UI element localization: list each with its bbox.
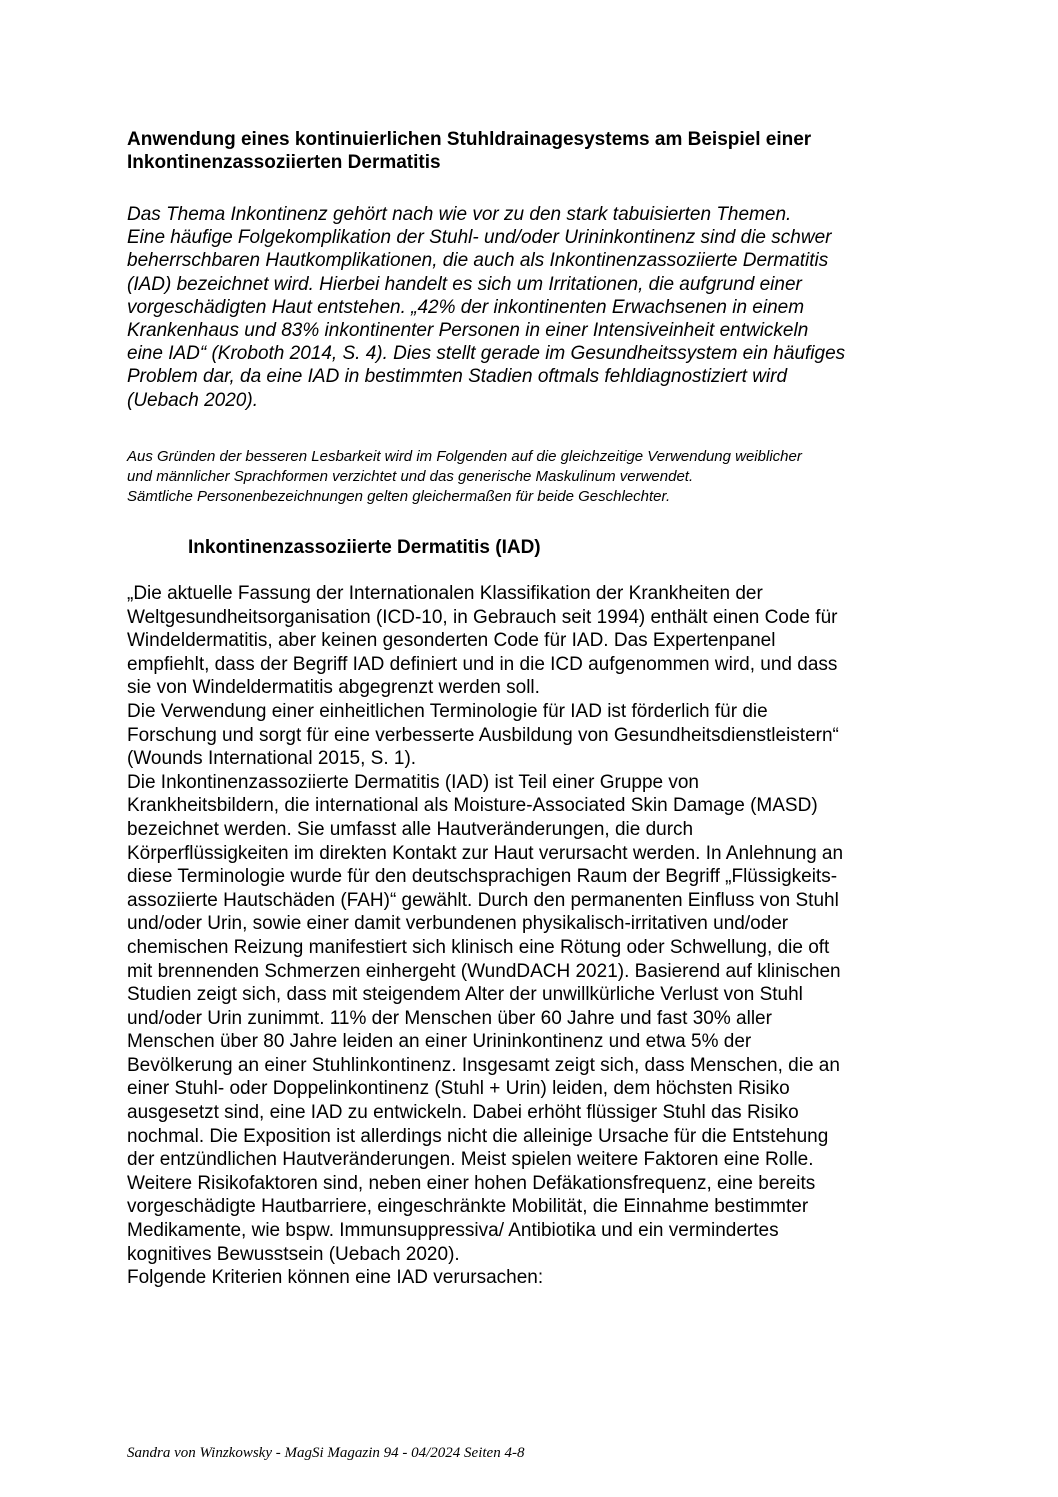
body-line: assoziierte Hautschäden (FAH)“ gewählt. Durch den permanenten Einfluss von Stuhl (127, 889, 839, 911)
page-footer: Sandra von Winzkowsky - MagSi Magazin 94 - 04/2024 Seiten 4-8 (127, 1445, 525, 1461)
intro-line: Krankenhaus und 83% inkontinenter Personen in einer Intensiveinheit entwickeln (127, 320, 809, 342)
body-line: kognitives Bewusstsein (Uebach 2020). (127, 1243, 460, 1265)
body-line: bezeichnet werden. Sie umfasst alle Hautveränderungen, die durch (127, 818, 694, 840)
intro-line: Problem dar, da eine IAD in bestimmten Stadien oftmals fehldiagnostiziert wird (127, 366, 788, 388)
body-line: und/oder Urin, sowie einer damit verbundenen physikalisch-irritativen und/oder (127, 913, 789, 935)
body-line: Weitere Risikofaktoren sind, neben einer hohen Defäkationsfrequenz, eine bereits (127, 1172, 816, 1194)
body-line: Die Verwendung einer einheitlichen Terminologie für IAD ist förderlich für die (127, 700, 768, 722)
note-line: Aus Gründen der besseren Lesbarkeit wird im Folgenden auf die gleichzeitige Verwendung weiblicher (127, 448, 802, 465)
body-line: nochmal. Die Exposition ist allerdings nicht die alleinige Ursache für die Entstehung (127, 1125, 829, 1147)
body-line: diese Terminologie wurde für den deutschsprachigen Raum der Begriff „Flüssigkeits- (127, 866, 838, 888)
intro-line: (IAD) bezeichnet wird. Hierbei handelt es sich um Irritationen, die aufgrund einer (127, 273, 802, 295)
body-line: Körperflüssigkeiten im direkten Kontakt zur Haut verursacht werden. In Anlehnung an (127, 842, 844, 864)
body-line: „Die aktuelle Fassung der Internationalen Klassifikation der Krankheiten der (127, 583, 763, 604)
body-line: ausgesetzt sind, eine IAD zu entwickeln. Dabei erhöht flüssiger Stuhl das Risiko (127, 1102, 799, 1124)
intro-line: (Uebach 2020). (127, 389, 258, 411)
body-line: sie von Windeldermatitis abgegrenzt werden soll. (127, 677, 540, 699)
intro-line: Das Thema Inkontinenz gehört nach wie vor zu den stark tabuisierten Themen. (127, 204, 792, 225)
body-line: empfiehlt, dass der Begriff IAD definiert und in die ICD aufgenommen wird, und dass (127, 653, 838, 675)
body-line: (Wounds International 2015, S. 1). (127, 748, 417, 770)
body-line: und/oder Urin zunimmt. 11% der Menschen über 60 Jahre und fast 30% aller (127, 1007, 772, 1029)
section-heading: Inkontinenzassoziierte Dermatitis (IAD) (188, 537, 541, 558)
body-line: Medikamente, wie bspw. Immunsuppressiva/ Antibiotika und ein vermindertes (127, 1220, 779, 1242)
body-line: Folgende Kriterien können eine IAD verursachen: (127, 1267, 544, 1289)
body-line: Weltgesundheitsorganisation (ICD-10, in Gebrauch seit 1994) enthält einen Code für (127, 606, 838, 628)
body-line: Krankheitsbildern, die international als Moisture-Associated Skin Damage (MASD) (127, 795, 818, 817)
readability-note (127, 447, 957, 507)
title-line: Anwendung eines kontinuierlichen Stuhldrainagesystems am Beispiel einer (127, 129, 812, 150)
body-line: Die Inkontinenzassoziierte Dermatitis (IAD) ist Teil einer Gruppe von (127, 771, 699, 793)
intro-line: Eine häufige Folgekomplikation der Stuhl- und/oder Urininkontinenz sind die schwer (127, 227, 832, 249)
note-line: und männlicher Sprachformen verzichtet und das generische Maskulinum verwendet. (127, 468, 694, 485)
body-line: chemischen Reizung manifestiert sich klinisch eine Rötung oder Schwellung, die oft (127, 936, 830, 958)
intro-paragraph (127, 203, 957, 412)
intro-line: beherrschbaren Hautkomplikationen, die auch als Inkontinenzassoziierte Dermatitis (127, 250, 829, 272)
body-line: vorgeschädigte Hautbarriere, eingeschränkte Mobilität, die Einnahme bestimmter (127, 1196, 809, 1218)
document-title (127, 128, 947, 174)
body-line: mit brennenden Schmerzen einhergeht (WundDACH 2021). Basierend auf klinischen (127, 960, 841, 982)
intro-line: vorgeschädigten Haut entstehen. „42% der inkontinenten Erwachsenen in einem (127, 296, 805, 318)
body-line: Windeldermatitis, aber keinen gesonderten Code für IAD. Das Expertenpanel (127, 630, 776, 652)
title-line: Inkontinenzassoziierten Dermatitis (127, 152, 441, 173)
body-line: Studien zeigt sich, dass mit steigendem Alter der unwillkürliche Verlust von Stuhl (127, 984, 803, 1006)
body-line: der entzündlichen Hautveränderungen. Meist spielen weitere Faktoren eine Rolle. (127, 1149, 814, 1171)
body-line: einer Stuhl- oder Doppelinkontinenz (Stuhl + Urin) leiden, dem höchsten Risiko (127, 1078, 790, 1100)
body-text (127, 582, 957, 1290)
body-line: Menschen über 80 Jahre leiden an einer Urininkontinenz und etwa 5% der (127, 1031, 752, 1053)
intro-line: eine IAD“ (Kroboth 2014, S. 4). Dies stellt gerade im Gesundheitssystem ein häufiges (127, 343, 846, 365)
body-line: Bevölkerung an einer Stuhlinkontinenz. Insgesamt zeigt sich, dass Menschen, die an (127, 1054, 840, 1076)
note-line: Sämtliche Personenbezeichnungen gelten gleichermaßen für beide Geschlechter. (127, 488, 671, 505)
body-line: Forschung und sorgt für eine verbesserte Ausbildung von Gesundheitsdienstleistern“ (127, 724, 839, 746)
